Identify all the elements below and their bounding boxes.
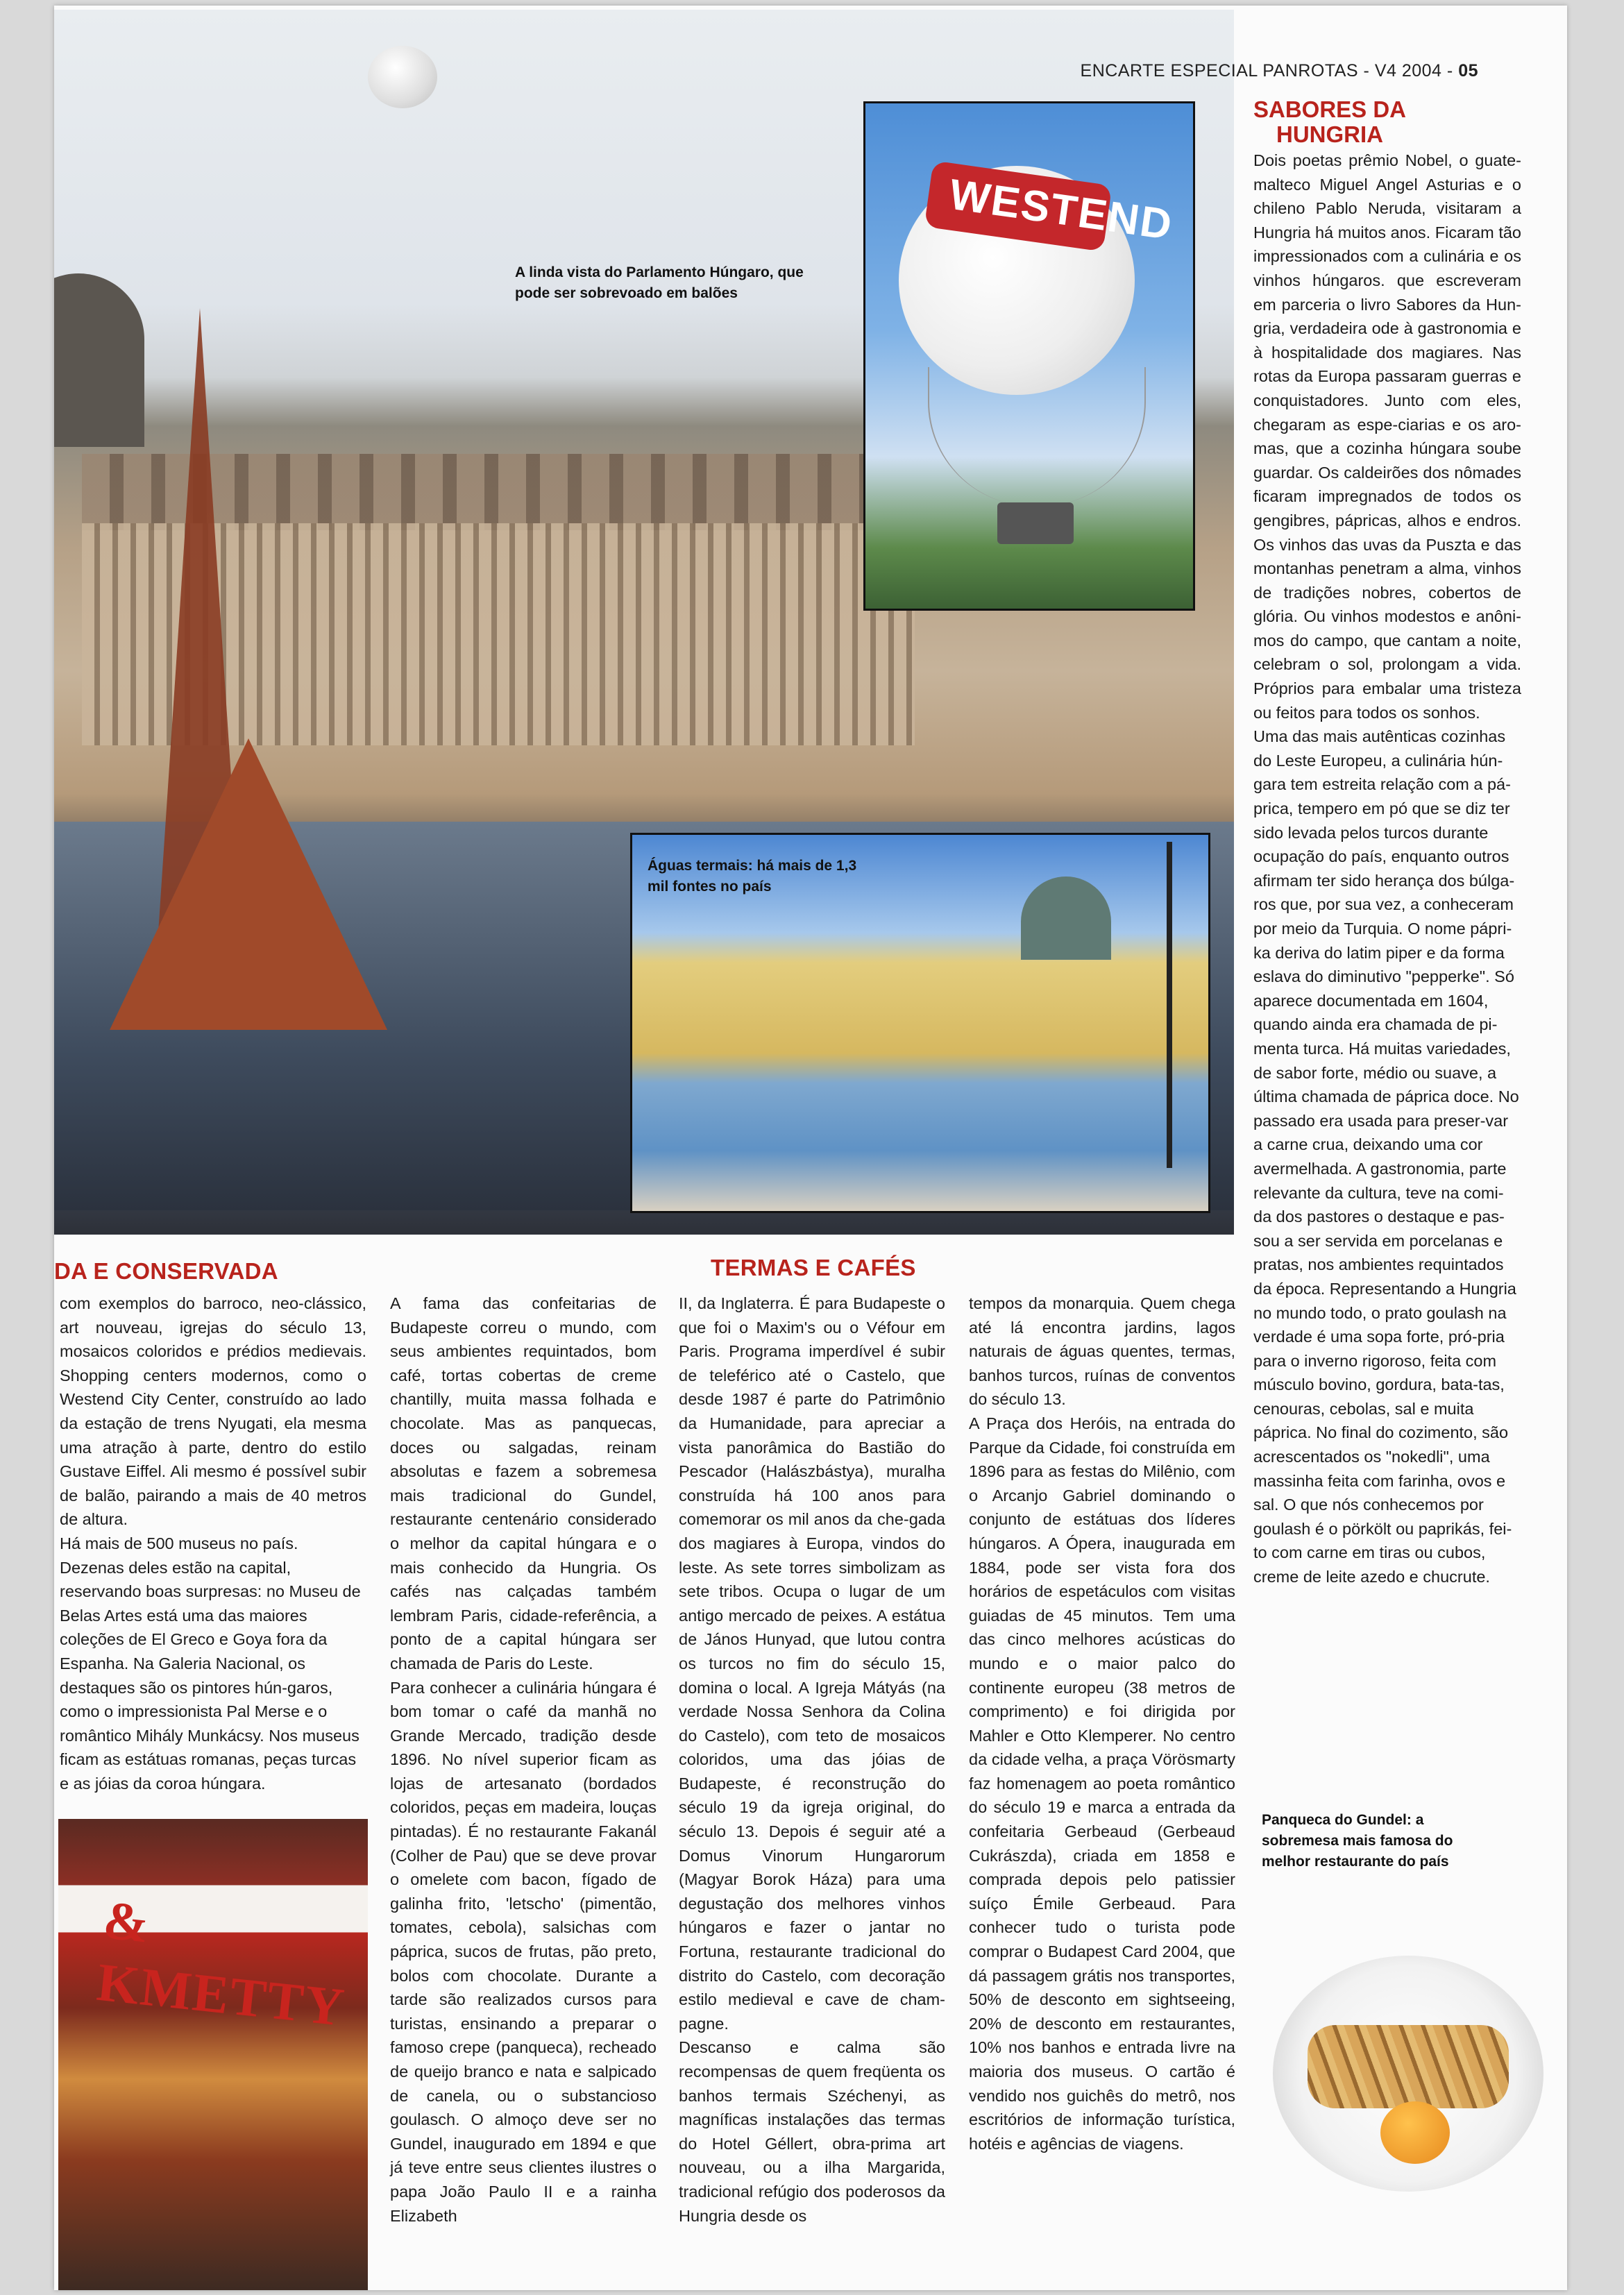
- balloon-photo: [863, 101, 1195, 611]
- lamp-post: [1167, 842, 1172, 1168]
- sidebar-text: [1253, 149, 1521, 1589]
- column-4-paragraph: A Praça dos Heróis, na entrada do Parque da Cidade, foi construída em 1896 para as festas do Milênio, com o Arcanjo Gabriel dominando o conjunto de estátuas dos líderes húngaros. A Ópera, inaugurada em 1884, pode ser vista fora dos horários de espetáculos com visitas guiadas de 45 minutos. Tem uma das cinco melhores acústicas do mundo e o maior palco do continente europeu (38 metros de comprimento) e foi dirigida por Mahler e Otto Klemperer. No centro da cidade velha, a praça Vörösmarty faz homenagem ao poeta romântico do século 19 e marca a entrada da confeitaria Gerbeaud (Gerbeaud Cukrászda), criada em 1858 e comprada depois pelo patissier suíço Émile Gerbeaud. Para conhecer tudo o turista pode comprar o Budapest Card 2004, que dá passagem grátis nos transportes, 50% de desconto em sightseeing, 20% de desconto em restaurantes, 10% nos banhos e entrada livre na maioria dos museus. O cartão é vendido nos guichês do metrô, nos escritórios de informação turística, hotéis e agências de viagens.: [969, 1414, 1235, 2153]
- column-2-paragraph: Para conhecer a culinária húngara é bom tomar o café da manhã no Grande Mercado, tradição desde 1896. No nível superior ficam as lojas de artesanato (bordados coloridos, peças em madeira, louças pintadas). É no restaurante Fakanál (Colher de Pau) que se deve provar o omelete com bacon, fígado de galinha frito, 'letscho' (pimentão, tomates, cebola), salsichas com páprica, sucos de frutas, pão preto, bolos com chocolate. Durante a tarde são realizados cursos para turistas, ensinando a preparar o famoso crepe (panqueca), recheado de queijo branco e nata e salpicado de canela, ou o substancioso goulasch. O almoço deve ser no Gundel, inaugurado em 1894 e que já teve entre seus clientes ilustres o papa João Paulo II e a rainha Elizabeth: [390, 1678, 657, 2225]
- market-sign: & KMETTY: [94, 1889, 348, 2038]
- dome-shape: [54, 273, 144, 447]
- parliament-caption: A linda vista do Parlamento Húngaro, que pode ser sobrevoado em balões: [515, 264, 804, 301]
- pancake: [1308, 2025, 1509, 2108]
- column-3-paragraph: II, da Inglaterra. É para Budapeste o que foi o Maxim's ou o Véfour em Paris. Programa imperdível é subir de teleférico até o Castelo, que desde 1987 é parte do Patrimônio da Humanidade, para apreciar a vista panorâmica do Bastião do Pescador (Halászbástya), muralha construída há 100 anos para comemorar os mil anos da che-gada dos magiares à Europa, vindos do leste. As sete torres simbolizam as sete tribos. Ocupa o lugar de um antigo mercado de peixes. A estátua de János Hunyad, que lutou contra os turcos no fim do século 15, domina o local. A Igreja Mátyás (na verdade Nossa Senhora da Colina do Castelo), com teto de mosaicos coloridos, uma das jóias de Budapeste, é reconstrução do século 19 da igreja original, do século 13. Depois é seguir até a Domus Vinorum Hungarorum (Magyar Borok Háza) para uma degustação dos melhores vinhos húngaros e fazer o jantar no Fortuna, restaurante tradicional do distrito do Castelo, com decoração estilo medieval e cave de cham-pagne.: [679, 1294, 945, 2033]
- sidebar-heading: SABORES DA HUNGRIA: [1253, 96, 1407, 147]
- orange-slice: [1380, 2101, 1450, 2164]
- church-roof: [110, 738, 387, 1030]
- balloon-basket: [997, 502, 1074, 544]
- thermal-baths-photo: [630, 833, 1210, 1213]
- column-2-paragraph: A fama das confeitarias de Budapeste correu o mundo, com seus ambientes requintados, bom café, tortas cobertas de creme chantilly, muita massa folhada e chocolate. Mas as panquecas, doces ou salgadas, reinam absolutas e fazem a sobremesa mais tradicional do Gundel, restaurante centenário considerado o melhor da capital húngara e o mais conhecido da Hungria. Os cafés nas calçadas também lembram Paris, cidade-referência, a ponto de a capital húngara ser chamada de Paris do Leste.: [390, 1294, 657, 1672]
- column-1-paragraph: com exemplos do barroco, neo-clássico, art nouveau, igrejas do século 13, mosaicos coloridos e prédios medievais. Shopping centers modernos, como o Westend City Center, construído ao lado da estação de trens Nyugati, ela mesma uma atração à parte, dentro do estilo Gustave Eiffel. Ali mesmo é possível subir de balão, pairando a mais de 40 metros de altura.: [60, 1294, 366, 1529]
- sidebar-paragraph: Dois poetas prêmio Nobel, o guate-malteco Miguel Angel Asturias e o chileno Pablo Neruda, visitaram a Hungria há muitos anos. Ficaram tão impressionados com a culinária e os vinhos húngaros. que escreveram em parceria o livro Sabores da Hun-gria, verdadeira ode à gastronomia e à hospitalidade dos magiares. Nas rotas da Europa passaram guerras e conquistadores. Junto com eles, chegaram as espe-ciarias e os aro-mas, que a cozinha húngara soube guardar. Os caldeirões dos nômades ficaram impregnados de todos os gengibres, pápricas, alhos e endros. Os vinhos das uvas da Puszta e das montanhas penetram a alma, vinhos de tradições nobres, cobertos de glória. Ou vinhos modestos e anôni-mos do campo, que cantam a noite, celebram o sol, prolongam a vida. Próprios para embalar uma tristeza ou feitos para todos os sonhos.: [1253, 151, 1521, 722]
- magazine-page: [54, 6, 1567, 2290]
- column-4-paragraph: tempos da monarquia. Quem chega até lá encontra jardins, lagos naturais de águas quentes, termas, banhos turcos, ruínas de conventos do século 13.: [969, 1294, 1235, 1409]
- publication-label: ENCARTE ESPECIAL PANROTAS - V4 2004 -: [1080, 61, 1459, 81]
- left-section-heading: DA E CONSERVADA: [54, 1258, 278, 1284]
- gundel-caption: Panqueca do Gundel: a sobremesa mais famosa do melhor restaurante do país: [1262, 1812, 1453, 1870]
- column-1-paragraph: Há mais de 500 museus no país. Dezenas deles estão na capital, reservando boas surpresas: no Museu de Belas Artes está uma das maiores coleções de El Greco e Goya fora da Espanha. Na Galeria Nacional, os destaques são os pintores hún-garos, como o impressionista Pal Merse e o romântico Mihály Munkácsy. Nos museus ficam as estátuas romanas, peças turcas e as jóias da coroa húngara.: [60, 1534, 361, 1793]
- small-balloon-icon: [368, 46, 437, 108]
- baths-dome: [1021, 876, 1111, 960]
- balloon-lettering: WESTEND: [946, 170, 1176, 250]
- column-3-paragraph: Descanso e calma são recompensas de quem freqüenta os banhos termais Széchenyi, as magníficas instalações das termas do Hotel Géllert, obra-prima art nouveau, ou a ilha Margarida, tradicional refúgio dos poderosos da Hungria desde os: [679, 2038, 945, 2225]
- column-4: [969, 1292, 1235, 2156]
- market-photo: [58, 1819, 368, 2290]
- sidebar-paragraph: Uma das mais autênticas cozinhas do Leste Europeu, a culinária hún-gara tem estreita relação com a pá-prica, tempero em pó que se diz ter sido levada pelos turcos durante ocupação do país, enquanto outros afirmam ter sido herança dos búlga-ros que, por sua vez, a conheceram por meio da Turquia. O nome pápri-ka deriva do latim piper e da forma eslava do diminutivo "pepperke". Só aparece documentada em 1604, quando ainda era chamada de pi-menta turca. Há muitas variedades, de sabor forte, médio ou suave, a última chamada de páprica doce. No passado era usada para preser-var a carne crua, deixando uma cor avermelhada. A gastronomia, parte relevante da cultura, teve na comi-da dos pastores o destaque e pas-sou a ser servida em porcelanas e pratas, nos ambientes requintados da época. Representando a Hungria no mundo todo, o prato goulash na verdade é uma sopa forte, pró-pria para o inverno rigoroso, feita com músculo bovino, gordura, bata-tas, cenouras, cebolas, sal e muita páprica. No final do cozimento, são acrescentados os "nokedli", uma massinha feita com farinha, ovos e sal. O que nós conhecemos por goulash é o pörkölt ou paprikás, fei-to com carne em tiras ou cubos, creme de leite azedo e chucrute.: [1253, 727, 1519, 1586]
- page-number: 05: [1458, 61, 1478, 81]
- column-2: [390, 1292, 657, 2228]
- gundel-pancake-photo: [1259, 1893, 1550, 2205]
- running-header: [1081, 61, 1478, 81]
- column-1: [60, 1292, 366, 1795]
- baths-caption: Águas termais: há mais de 1,3 mil fontes no país: [648, 858, 857, 895]
- center-section-heading: TERMAS E CAFÉS: [711, 1255, 916, 1280]
- balloon-ropes: [928, 367, 1146, 506]
- column-3: [679, 1292, 945, 2228]
